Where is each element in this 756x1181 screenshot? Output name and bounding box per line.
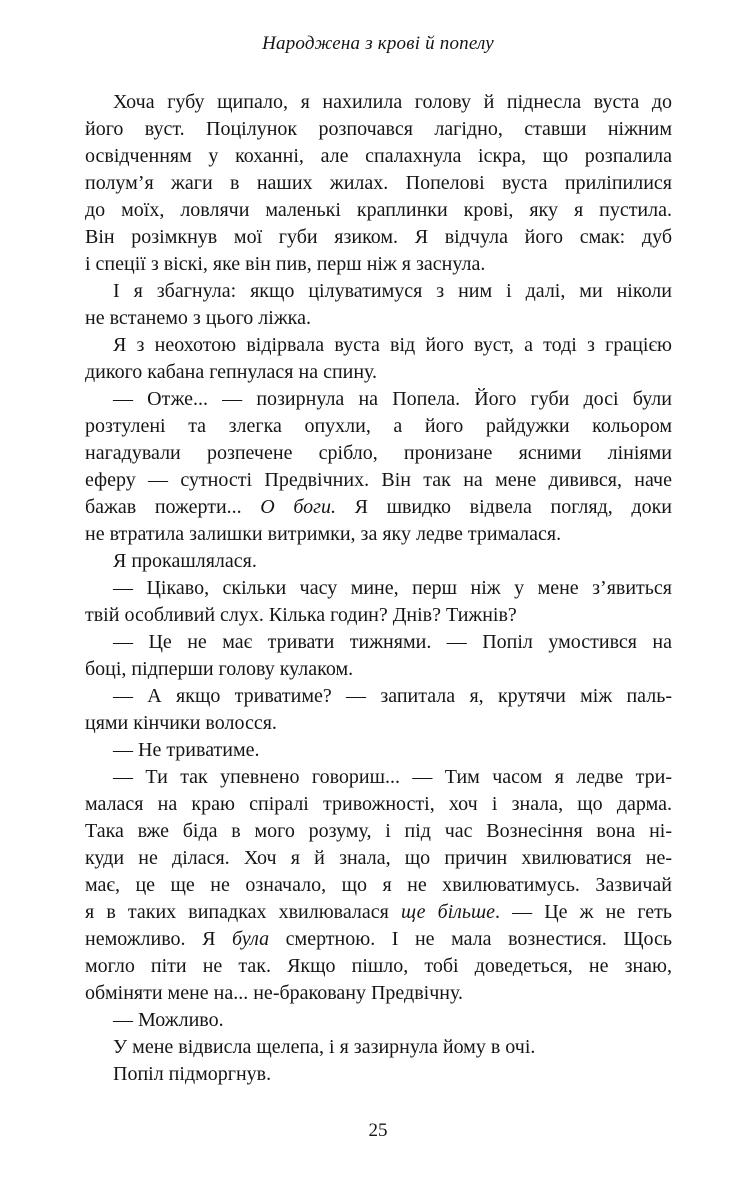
text-line: [85, 683, 672, 710]
text-line: [85, 872, 672, 899]
text-run: полум’я жаги в наших жилах. Попелові вуста приліпилися: [85, 172, 672, 194]
italic-run: була: [232, 928, 270, 950]
text-line: [85, 737, 672, 764]
text-run: — Можливо.: [113, 1009, 224, 1031]
text-run: не встанемо з цього ліжка.: [85, 307, 311, 329]
paragraph: [85, 332, 672, 386]
text-line: [85, 575, 672, 602]
text-run: — Не триватиме.: [113, 739, 260, 761]
text-run: має, це ще не означало, що я не хвилюватимусь. Зазвичай: [85, 874, 672, 896]
paragraph: [85, 278, 672, 332]
paragraph: [85, 737, 672, 764]
text-line: [85, 467, 672, 494]
text-run: — Це не має тривати тижнями. — Попіл умостився на: [113, 631, 672, 653]
text-line: [85, 413, 672, 440]
text-line: [85, 251, 672, 278]
paragraph: [85, 683, 672, 737]
text-line: [85, 980, 672, 1007]
text-run: освідченням у коханні, але спалахнула іскра, що розпалила: [85, 145, 672, 167]
text-line: [85, 899, 672, 926]
text-run: Хоча губу щипало, я нахилила голову й піднесла вуста до: [113, 91, 672, 113]
text-line: [85, 116, 672, 143]
page-body: [85, 89, 672, 1088]
text-line: [85, 224, 672, 251]
text-line: [85, 386, 672, 413]
page-number: 25: [368, 1120, 388, 1141]
paragraph: [85, 629, 672, 683]
text-line: [85, 764, 672, 791]
text-run: І я збагнула: якщо цілуватимуся з ним і далі, ми ніколи: [113, 280, 672, 302]
text-run: цями кінчики волосся.: [85, 712, 277, 734]
text-line: [85, 170, 672, 197]
text-run: я в таких випадках хвилювалася: [85, 901, 401, 923]
text-line: [85, 305, 672, 332]
text-line: [85, 440, 672, 467]
text-run: — А якщо триватиме? — запитала я, крутячи між паль-: [113, 685, 672, 707]
text-run: не втратила залишки витримки, за яку ледве трималася.: [85, 523, 562, 545]
text-line: [85, 602, 672, 629]
text-line: [85, 359, 672, 386]
text-run: бажав пожерти...: [85, 496, 261, 518]
text-line: [85, 656, 672, 683]
text-line: [85, 1061, 672, 1088]
text-line: [85, 926, 672, 953]
text-run: еферу — сутності Предвічних. Він так на мене дивився, наче: [85, 469, 672, 491]
text-run: — Ти так упевнено говориш... — Тим часом я ледве три-: [113, 766, 672, 788]
text-run: — Отже... — позирнула на Попела. Його губи досі були: [113, 388, 672, 410]
text-line: [85, 953, 672, 980]
paragraph: [85, 575, 672, 629]
text-run: твій особливий слух. Кілька годин? Днів? Тижнів?: [85, 604, 517, 626]
text-run: неможливо. Я: [85, 928, 232, 950]
text-run: боці, підперши голову кулаком.: [85, 658, 354, 680]
text-run: нагадували розпечене срібло, пронизане ясними лініями: [85, 442, 672, 464]
text-run: Така вже біда в мого розуму, і під час Вознесіння вона ні-: [85, 820, 672, 842]
text-line: [85, 278, 672, 305]
paragraph: [85, 386, 672, 548]
text-line: [85, 710, 672, 737]
paragraph: [85, 1007, 672, 1034]
paragraph: [85, 1034, 672, 1061]
text-line: [85, 89, 672, 116]
text-run: могло піти не так. Якщо пішло, тобі доведеться, не знаю,: [85, 955, 672, 977]
text-run: Я прокашлялася.: [113, 550, 257, 572]
text-line: [85, 494, 672, 521]
text-line: [85, 1007, 672, 1034]
text-line: [85, 1034, 672, 1061]
text-run: розтулені та злегка опухли, а його райдужки кольором: [85, 415, 672, 437]
text-line: [85, 548, 672, 575]
text-run: обміняти мене на... не-браковану Предвічну.: [85, 982, 463, 1004]
text-run: Я з неохотою відірвала вуста від його вуст, а тоді з грацією: [113, 334, 672, 356]
text-line: [85, 332, 672, 359]
text-run: Він розімкнув мої губи язиком. Я відчула його смак: дуб: [85, 226, 672, 248]
italic-run: О боги.: [260, 496, 336, 518]
paragraph: [85, 548, 672, 575]
text-line: [85, 143, 672, 170]
text-line: [85, 791, 672, 818]
text-line: [85, 197, 672, 224]
text-run: Я швидко відвела погляд, доки: [335, 496, 672, 518]
text-run: смертною. І не мала вознестися. Щось: [269, 928, 672, 950]
text-run: куди не ділася. Хоч я й знала, що причин хвилюватися не-: [85, 847, 672, 869]
paragraph: [85, 1061, 672, 1088]
running-header: Народжена з крові й попелу: [262, 33, 494, 54]
text-run: У мене відвисла щелепа, і я зазирнула йому в очі.: [113, 1036, 536, 1058]
text-run: його вуст. Поцілунок розпочався лагідно, ставши ніжним: [85, 118, 672, 140]
text-run: і спеції з віскі, яке він пив, перш ніж я заснула.: [85, 253, 486, 275]
text-run: — Цікаво, скільки часу мине, перш ніж у мене з’явиться: [113, 577, 672, 599]
text-run: . — Це ж не геть: [494, 901, 672, 923]
paragraph: [85, 89, 672, 278]
text-line: [85, 845, 672, 872]
text-line: [85, 629, 672, 656]
text-line: [85, 521, 672, 548]
text-run: до моїх, ловлячи маленькі краплинки крові, яку я пустила.: [85, 199, 672, 221]
text-line: [85, 818, 672, 845]
text-run: дикого кабана гепнулася на спину.: [85, 361, 378, 383]
italic-run: ще більше: [400, 901, 495, 923]
text-run: Попіл підморгнув.: [113, 1063, 272, 1085]
paragraph: [85, 764, 672, 1007]
text-run: малася на краю спіралі тривожності, хоч і знала, що дарма.: [85, 793, 672, 815]
